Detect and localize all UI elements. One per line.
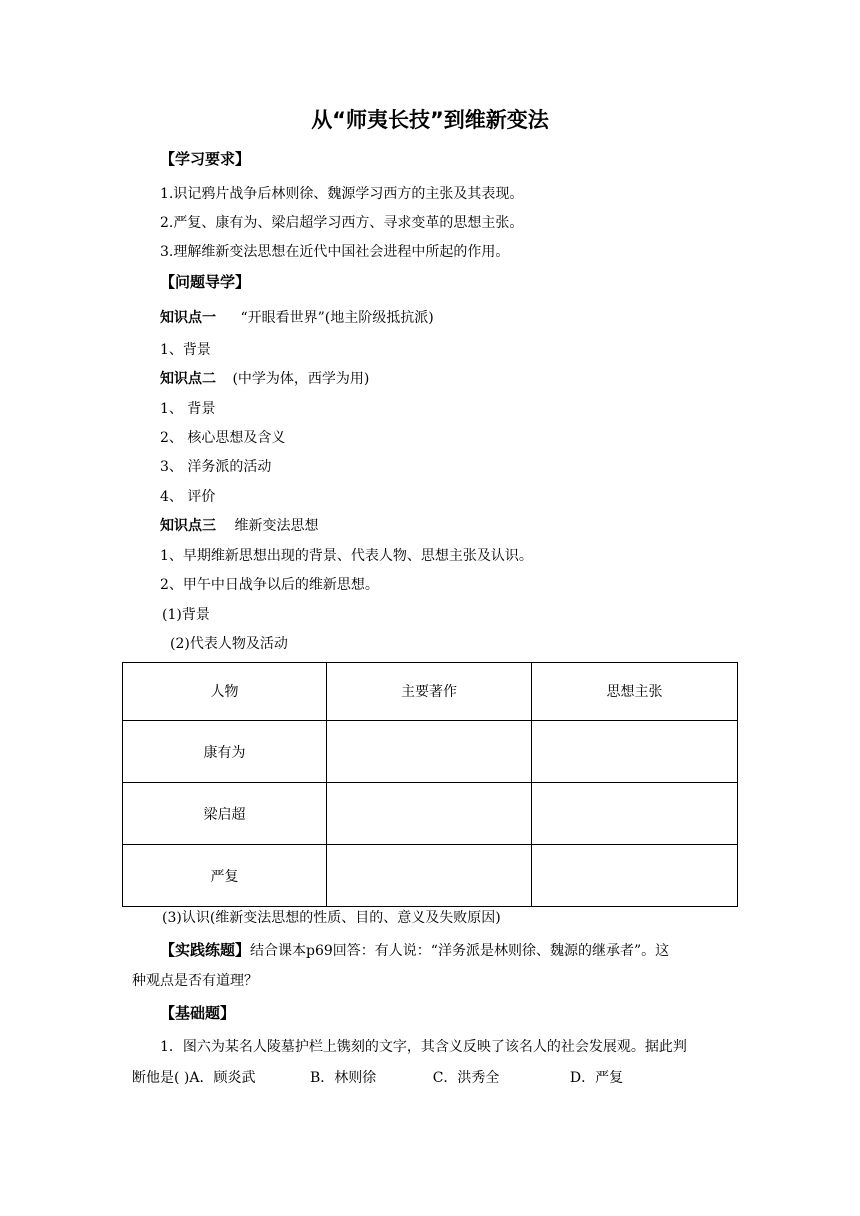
option-d: D．严复	[569, 1070, 624, 1086]
knowledge-point-3	[160, 517, 318, 535]
knowledge-point-2-text: (中学为体，西学为用)	[232, 371, 370, 387]
requirement-item: 1.识记鸦片战争后林则徐、魏源学习西方的主张及其表现。	[160, 186, 524, 202]
practice-text-cont: 种观点是否有道理？	[132, 973, 258, 989]
table-row	[123, 783, 738, 845]
list-item: 4、 评价	[160, 489, 216, 505]
question-1-stem: 断他是( )	[132, 1070, 190, 1086]
table-cell	[532, 845, 738, 907]
practice-label: 【实践练题】	[160, 941, 251, 959]
table-cell	[327, 783, 532, 845]
table-cell	[327, 845, 532, 907]
option-b: B．林则徐	[309, 1070, 377, 1086]
table-cell: 严复	[123, 845, 327, 907]
sub-item-background: (1)背景	[162, 607, 210, 623]
knowledge-point-1	[160, 309, 434, 327]
table-cell: 梁启超	[123, 783, 327, 845]
question-1-options	[132, 1069, 623, 1087]
practice-text: 结合课本p69回答：有人说：“洋务派是林则徐、魏源的继承者”。这	[250, 943, 670, 959]
knowledge-point-2-label: 知识点二	[160, 371, 216, 387]
practice-question	[160, 941, 669, 960]
knowledge-point-2	[160, 370, 369, 388]
question-1-text: 1．图六为某名人陵墓护栏上镌刻的文字，其含义反映了该名人的社会发展观。据此判	[160, 1039, 687, 1055]
list-item: 2、甲午中日战争以后的维新思想。	[160, 577, 379, 593]
table-row	[123, 845, 738, 907]
table-header-row	[123, 663, 738, 721]
requirement-item: 3.理解维新变法思想在近代中国社会进程中所起的作用。	[160, 244, 510, 260]
table-header-cell: 人物	[123, 663, 327, 721]
table-cell	[327, 721, 532, 783]
sub-item-assessment: (3)认识(维新变法思想的性质、目的、意义及失败原因)	[162, 910, 501, 926]
requirement-item: 2.严复、康有为、梁启超学习西方、寻求变革的思想主张。	[160, 215, 524, 231]
knowledge-point-3-label: 知识点三	[160, 518, 216, 534]
table-cell: 康有为	[123, 721, 327, 783]
knowledge-point-1-label: 知识点一	[160, 310, 216, 326]
table-header-cell: 主要著作	[327, 663, 532, 721]
list-item: 1、背景	[160, 342, 211, 358]
knowledge-point-3-text: 维新变法思想	[234, 518, 319, 534]
representatives-table	[122, 662, 738, 907]
sub-item-representatives: (2)代表人物及活动	[170, 636, 288, 652]
guide-heading: 【问题导学】	[160, 273, 251, 291]
requirements-heading: 【学习要求】	[160, 150, 251, 168]
page-title: 从“师夷长技”到维新变法	[311, 108, 549, 132]
knowledge-point-1-text: “开眼看世界”(地主阶级抵抗派)	[240, 310, 434, 326]
table-header-cell: 思想主张	[532, 663, 738, 721]
table-row	[123, 721, 738, 783]
option-c: C．洪秀全	[432, 1070, 500, 1086]
list-item: 1、早期维新思想出现的背景、代表人物、思想主张及认识。	[160, 548, 533, 564]
table-cell	[532, 783, 738, 845]
table-cell	[532, 721, 738, 783]
list-item: 1、 背景	[160, 401, 216, 417]
list-item: 2、 核心思想及含义	[160, 430, 286, 446]
option-a: A．顾炎武	[189, 1070, 256, 1086]
basic-heading: 【基础题】	[160, 1004, 236, 1022]
list-item: 3、 洋务派的活动	[160, 459, 272, 475]
